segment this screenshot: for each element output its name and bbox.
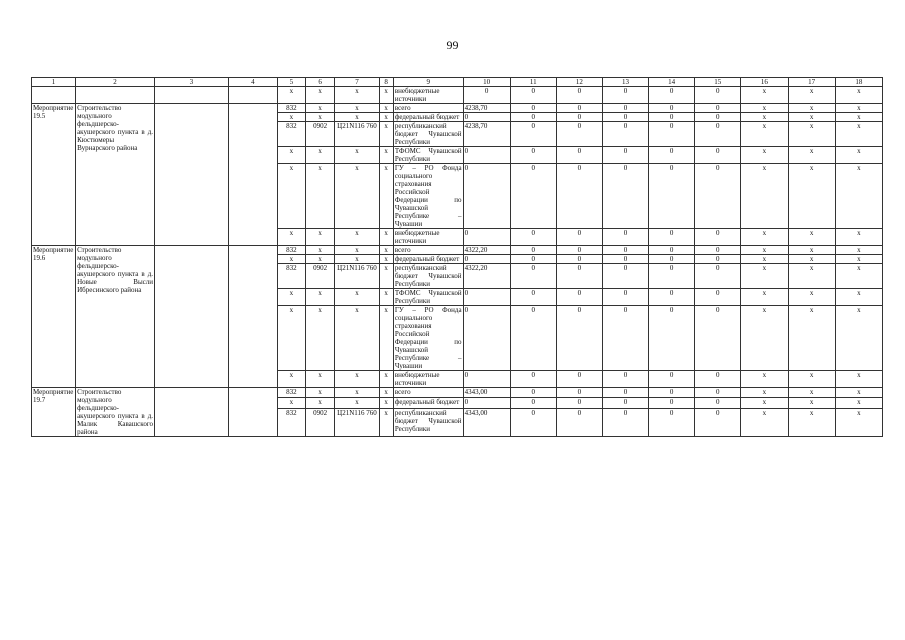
table-cell: всего xyxy=(393,388,463,398)
table-cell: x xyxy=(741,264,788,289)
table-cell: 0 xyxy=(649,289,695,306)
table-row xyxy=(32,246,883,255)
table-cell: x xyxy=(278,229,306,246)
table-cell: 4238,70 xyxy=(463,122,510,147)
table-cell: 832 xyxy=(278,122,306,147)
column-header: 8 xyxy=(379,78,393,87)
table-cell: 0 xyxy=(649,147,695,164)
table-cell: x xyxy=(335,164,379,229)
column-header: 16 xyxy=(741,78,788,87)
table-cell: x xyxy=(305,113,335,122)
table-cell: 0 xyxy=(463,255,510,264)
table-cell: x xyxy=(835,255,882,264)
table-cell: x xyxy=(335,229,379,246)
table-cell: 0 xyxy=(602,122,648,147)
table-cell xyxy=(228,104,277,246)
table-cell: x xyxy=(741,104,788,113)
table-cell: x xyxy=(305,246,335,255)
table-cell: x xyxy=(379,371,393,388)
table-cell: Ц21N116 760 xyxy=(335,264,379,289)
table-cell xyxy=(155,104,229,246)
table-cell: 832 xyxy=(278,104,306,113)
column-header: 15 xyxy=(695,78,741,87)
table-cell: 0 xyxy=(602,104,648,113)
table-cell: 0 xyxy=(510,147,556,164)
table-cell: x xyxy=(741,306,788,371)
table-cell: x xyxy=(278,255,306,264)
table-cell: x xyxy=(835,122,882,147)
table-cell: x xyxy=(278,289,306,306)
table-cell: 0 xyxy=(463,289,510,306)
header-row xyxy=(32,78,883,87)
table-cell xyxy=(76,87,155,104)
table-cell: 0 xyxy=(695,164,741,229)
table-cell: x xyxy=(379,398,393,408)
table-cell: x xyxy=(741,87,788,104)
table-row xyxy=(32,87,883,104)
table-cell xyxy=(155,87,229,104)
table-cell: x xyxy=(335,398,379,408)
table-cell: x xyxy=(278,164,306,229)
column-header: 13 xyxy=(602,78,648,87)
table-cell: 0 xyxy=(556,371,602,388)
table-cell: 0 xyxy=(463,164,510,229)
table-cell: 0 xyxy=(602,388,648,398)
table-cell: x xyxy=(379,408,393,437)
table-cell: 0 xyxy=(463,229,510,246)
table-cell: x xyxy=(335,289,379,306)
table-cell: 0 xyxy=(510,388,556,398)
column-header: 4 xyxy=(228,78,277,87)
table-cell: x xyxy=(335,104,379,113)
table-cell: x xyxy=(788,255,835,264)
table-cell: x xyxy=(741,164,788,229)
table-cell: x xyxy=(788,246,835,255)
table-cell: x xyxy=(379,229,393,246)
table-cell: 0 xyxy=(510,408,556,437)
table-cell: 0 xyxy=(463,113,510,122)
table-cell: x xyxy=(305,104,335,113)
table-cell: 0 xyxy=(556,388,602,398)
table-cell: x xyxy=(335,388,379,398)
table-cell: 0 xyxy=(649,398,695,408)
table-cell: x xyxy=(835,289,882,306)
column-header: 1 xyxy=(32,78,76,87)
table-cell: 0 xyxy=(695,371,741,388)
table-cell: 0 xyxy=(602,246,648,255)
table-cell: 0902 xyxy=(305,264,335,289)
table-cell: всего xyxy=(393,104,463,113)
table-cell: 0 xyxy=(602,306,648,371)
table-cell: 0 xyxy=(602,147,648,164)
table-cell: x xyxy=(335,306,379,371)
table-cell: x xyxy=(379,87,393,104)
measure-label: Мероприятие 19.5 xyxy=(32,104,76,246)
column-header: 6 xyxy=(305,78,335,87)
table-cell: x xyxy=(379,164,393,229)
column-header: 2 xyxy=(76,78,155,87)
table-cell: x xyxy=(305,255,335,264)
table-cell: 0 xyxy=(510,229,556,246)
measure-name: Строительство модульного фельдшерско-акушерского пункта в д. Новые Высли Ибресинского района xyxy=(76,246,155,388)
table-cell: x xyxy=(278,306,306,371)
table-cell: 832 xyxy=(278,408,306,437)
table-cell: 0 xyxy=(695,398,741,408)
table-cell xyxy=(32,87,76,104)
table-cell: 0 xyxy=(556,264,602,289)
table-cell: x xyxy=(305,164,335,229)
table-cell: 0 xyxy=(510,87,556,104)
table-cell: 0 xyxy=(463,306,510,371)
table-cell: x xyxy=(741,289,788,306)
table-cell: 0 xyxy=(510,113,556,122)
table-cell: 4322,20 xyxy=(463,264,510,289)
table-cell: x xyxy=(278,147,306,164)
table-cell: 4343,00 xyxy=(463,408,510,437)
table-cell: x xyxy=(741,229,788,246)
table-cell: x xyxy=(278,398,306,408)
table-cell: x xyxy=(379,113,393,122)
table-cell: x xyxy=(379,104,393,113)
table-cell: 0 xyxy=(556,122,602,147)
table-cell: 0 xyxy=(695,87,741,104)
table-cell xyxy=(228,246,277,388)
table-cell xyxy=(155,388,229,437)
table-cell: x xyxy=(379,246,393,255)
table-cell: 0 xyxy=(510,306,556,371)
table-cell: внебюджетные источники xyxy=(393,229,463,246)
table-cell: x xyxy=(335,113,379,122)
table-cell: x xyxy=(305,87,335,104)
table-cell: 0 xyxy=(695,306,741,371)
table-cell: x xyxy=(305,306,335,371)
table-cell: x xyxy=(741,246,788,255)
table-cell xyxy=(155,246,229,388)
table-row xyxy=(32,388,883,398)
table-cell: x xyxy=(835,388,882,398)
table-cell: 0 xyxy=(556,229,602,246)
table-cell: внебюджетные источники xyxy=(393,87,463,104)
table-cell: 832 xyxy=(278,264,306,289)
table-cell: 0 xyxy=(510,289,556,306)
table-cell: x xyxy=(788,388,835,398)
table-cell: 0 xyxy=(649,408,695,437)
table-cell: 0 xyxy=(510,164,556,229)
table-cell: x xyxy=(741,147,788,164)
measure-name: Строительство модульного фельдшерско-акушерского пункта в д. Малик Кавашского района xyxy=(77,388,154,436)
measure-label: Мероприятие 19.7 xyxy=(32,388,76,437)
table-cell: x xyxy=(335,87,379,104)
table-cell: 0 xyxy=(556,87,602,104)
table-cell xyxy=(228,87,277,104)
table-cell: федеральный бюджет xyxy=(393,398,463,408)
table-cell: x xyxy=(379,147,393,164)
table-cell: 0 xyxy=(695,104,741,113)
column-header: 10 xyxy=(463,78,510,87)
table-cell: x xyxy=(741,113,788,122)
table-cell: x xyxy=(788,113,835,122)
table-cell: 0 xyxy=(463,147,510,164)
column-header: 12 xyxy=(556,78,602,87)
table-cell: x xyxy=(788,289,835,306)
table-cell: x xyxy=(788,122,835,147)
table-cell: 0 xyxy=(649,388,695,398)
table-cell: республиканский бюджет Чувашской Республики xyxy=(394,122,462,146)
table-cell: 0902 xyxy=(305,408,335,437)
column-header: 7 xyxy=(335,78,379,87)
table-cell: 0 xyxy=(510,122,556,147)
table-cell: x xyxy=(379,255,393,264)
table-cell: 0 xyxy=(556,113,602,122)
table-cell: 0 xyxy=(695,255,741,264)
table-cell: ТФОМС Чувашской Республики xyxy=(394,289,462,305)
table-cell: 0 xyxy=(695,388,741,398)
table-cell: 4322,20 xyxy=(463,246,510,255)
table-cell: 0 xyxy=(695,147,741,164)
table-cell: 0 xyxy=(649,306,695,371)
table-cell: x xyxy=(278,371,306,388)
table-cell: x xyxy=(788,398,835,408)
table-cell: всего xyxy=(393,246,463,255)
table-cell: x xyxy=(305,398,335,408)
column-header: 9 xyxy=(393,78,463,87)
table-cell: x xyxy=(379,264,393,289)
table-cell: x xyxy=(741,408,788,437)
table-cell: 0 xyxy=(649,104,695,113)
table-cell: x xyxy=(278,87,306,104)
table-cell: 0 xyxy=(510,398,556,408)
table-cell: Ц21N116 760 xyxy=(335,408,379,437)
table-cell: 0 xyxy=(556,164,602,229)
table-cell: x xyxy=(335,255,379,264)
table-cell: 0 xyxy=(649,164,695,229)
table-cell: Ц21N116 760 xyxy=(335,122,379,147)
table-cell: 0 xyxy=(556,306,602,371)
column-header: 18 xyxy=(835,78,882,87)
table-cell: x xyxy=(788,408,835,437)
table-cell: 0 xyxy=(463,398,510,408)
table-cell: 0 xyxy=(556,147,602,164)
table-cell xyxy=(228,388,277,437)
table-cell: 0 xyxy=(602,164,648,229)
table-cell: x xyxy=(305,371,335,388)
column-header: 5 xyxy=(278,78,306,87)
table-cell: x xyxy=(305,147,335,164)
table-cell: 0 xyxy=(649,255,695,264)
table-cell: ГУ – РО Фонда социального страхования Российской Федерации по Чувашской Республике – Чувашии xyxy=(394,164,462,228)
table-cell: 0 xyxy=(602,255,648,264)
page-number: 99 xyxy=(446,38,459,52)
table-cell: 0 xyxy=(649,87,695,104)
table-cell: 0 xyxy=(695,289,741,306)
table-cell: x xyxy=(335,246,379,255)
table-cell: x xyxy=(788,306,835,371)
table-cell: x xyxy=(788,87,835,104)
table-cell: 0 xyxy=(510,264,556,289)
table-cell: 0 xyxy=(510,104,556,113)
table-cell: x xyxy=(835,371,882,388)
budget-table xyxy=(31,77,883,437)
table-cell: 0 xyxy=(463,371,510,388)
table-cell: республиканский бюджет Чувашской Республики xyxy=(393,408,463,437)
table-cell: x xyxy=(335,147,379,164)
table-cell: федеральный бюджет xyxy=(393,255,463,264)
table-cell: 4343,00 xyxy=(463,388,510,398)
table-row xyxy=(32,104,883,113)
table-cell: x xyxy=(835,164,882,229)
column-header: 17 xyxy=(788,78,835,87)
table-cell: x xyxy=(379,289,393,306)
column-header: 3 xyxy=(155,78,229,87)
table-cell: 0 xyxy=(556,408,602,437)
table-cell: x xyxy=(335,371,379,388)
table-cell: x xyxy=(835,408,882,437)
table-cell: 0 xyxy=(602,87,648,104)
table-cell: x xyxy=(741,371,788,388)
table-cell: x xyxy=(835,246,882,255)
table-cell: 0 xyxy=(695,122,741,147)
table-cell: x xyxy=(305,289,335,306)
table-cell: x xyxy=(788,147,835,164)
table-cell: x xyxy=(379,388,393,398)
table-cell: 0 xyxy=(695,229,741,246)
table-cell: 0 xyxy=(649,264,695,289)
table-cell: 0 xyxy=(556,255,602,264)
table-cell: 0 xyxy=(649,229,695,246)
table-cell: 0 xyxy=(463,87,510,104)
table-cell: 0 xyxy=(695,113,741,122)
table-cell: x xyxy=(835,147,882,164)
table-cell: 0 xyxy=(695,408,741,437)
column-header: 11 xyxy=(510,78,556,87)
table-cell: x xyxy=(788,371,835,388)
table-cell: 0 xyxy=(602,113,648,122)
table-cell: 832 xyxy=(278,246,306,255)
table-cell: 0 xyxy=(649,371,695,388)
table-cell: 0 xyxy=(556,398,602,408)
table-cell: 832 xyxy=(278,388,306,398)
table-cell: x xyxy=(788,229,835,246)
table-cell: x xyxy=(741,255,788,264)
table-cell: 4238,70 xyxy=(463,104,510,113)
table-cell: 0 xyxy=(602,264,648,289)
table-cell: ГУ – РО Фонда социального страхования Российской Федерации по Чувашской Республике – Чувашии xyxy=(394,306,462,370)
table-cell: 0 xyxy=(510,255,556,264)
table-cell: x xyxy=(835,87,882,104)
measure-name: Строительство модульного фельдшерско-акушерского пункта в д. Кюстюмеры Вурнарского района xyxy=(76,104,155,246)
table-cell: x xyxy=(278,113,306,122)
table-cell: федеральный бюджет xyxy=(393,113,463,122)
table-cell: x xyxy=(741,398,788,408)
table-cell: x xyxy=(835,398,882,408)
table-cell: x xyxy=(835,229,882,246)
table-cell: x xyxy=(835,113,882,122)
table-cell: 0 xyxy=(649,246,695,255)
table-cell: x xyxy=(835,104,882,113)
table-cell: 0 xyxy=(510,371,556,388)
table-cell: внебюджетные источники xyxy=(393,371,463,388)
table-cell: 0 xyxy=(602,408,648,437)
table-cell: x xyxy=(741,122,788,147)
column-header: 14 xyxy=(649,78,695,87)
table-cell: x xyxy=(379,122,393,147)
table-cell: 0 xyxy=(602,229,648,246)
table-cell: 0 xyxy=(695,264,741,289)
table-cell: 0 xyxy=(556,246,602,255)
table-cell: x xyxy=(788,104,835,113)
table-cell: x xyxy=(379,306,393,371)
table-cell: 0 xyxy=(556,289,602,306)
table-cell: 0 xyxy=(510,246,556,255)
table-cell: 0 xyxy=(695,246,741,255)
table-cell: 0 xyxy=(649,122,695,147)
table-cell: x xyxy=(788,264,835,289)
table-cell: x xyxy=(788,164,835,229)
table-cell: 0 xyxy=(649,113,695,122)
table-cell: 0902 xyxy=(305,122,335,147)
table-cell: 0 xyxy=(602,289,648,306)
table-cell: x xyxy=(835,264,882,289)
table-cell: 0 xyxy=(556,104,602,113)
table-cell: x xyxy=(741,388,788,398)
table-cell: республиканский бюджет Чувашской Республики xyxy=(394,264,462,288)
table-cell: 0 xyxy=(602,371,648,388)
table-cell: ТФОМС Чувашской Республики xyxy=(394,147,462,163)
table-cell: x xyxy=(305,388,335,398)
table-cell: x xyxy=(305,229,335,246)
measure-label: Мероприятие 19.6 xyxy=(32,246,76,388)
table-cell: x xyxy=(835,306,882,371)
table-cell: 0 xyxy=(602,398,648,408)
